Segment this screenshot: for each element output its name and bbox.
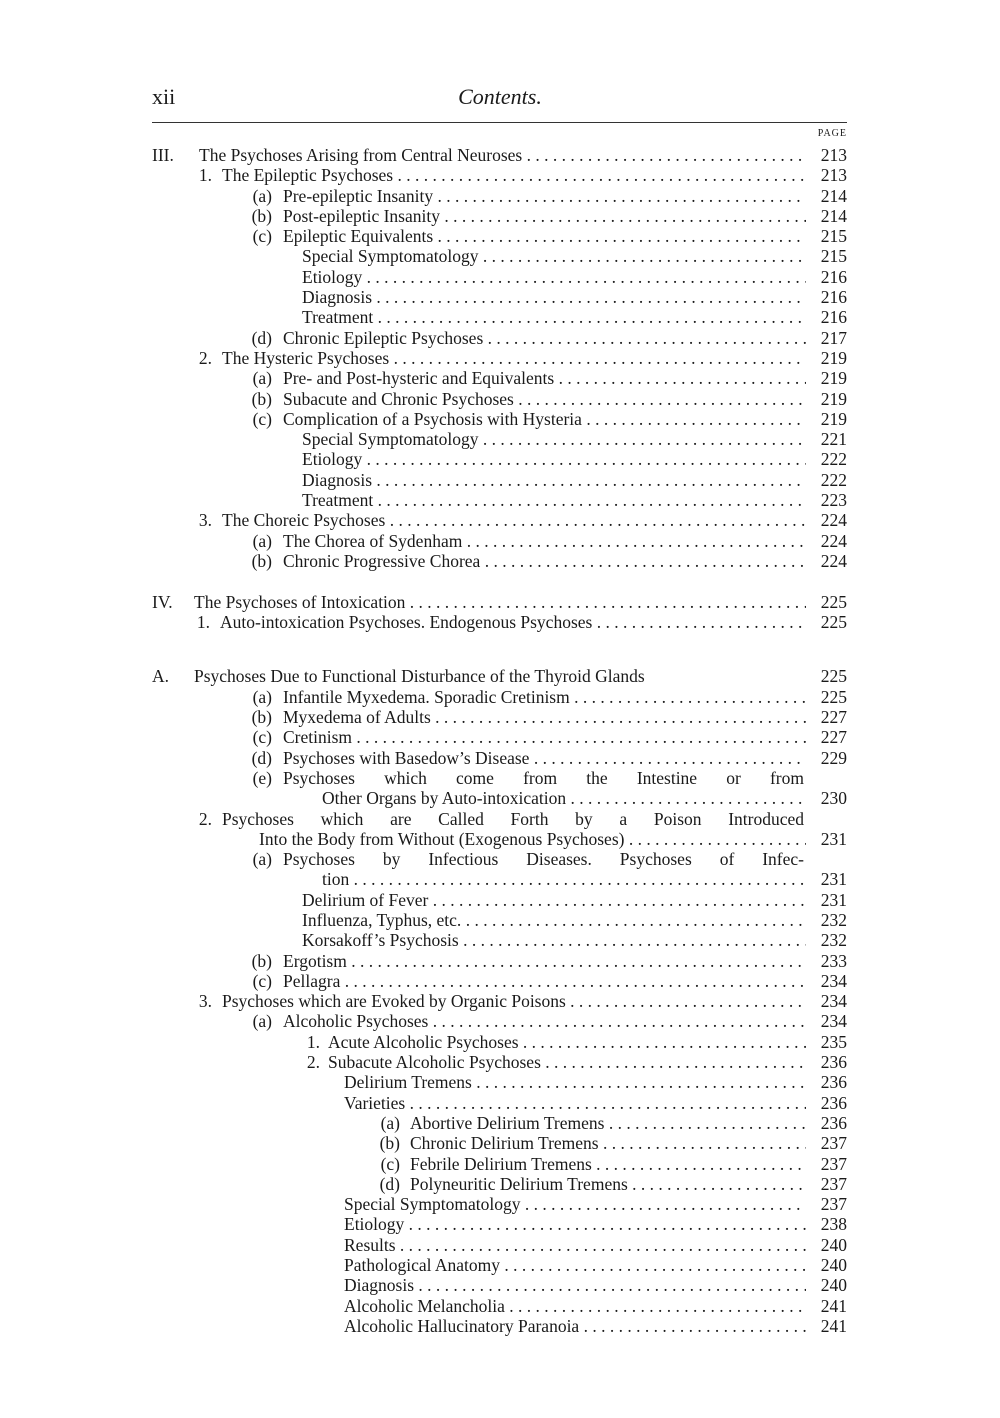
toc-entry: 1. Auto-intoxication Psychoses. Endogenous Psychoses . . . 225: [0, 612, 1000, 632]
toc-entry: (a) The Chorea of Sydenham . . . 224: [0, 531, 1000, 551]
header-rule: [152, 122, 847, 123]
toc-entry: Treatment . . . 223: [0, 490, 1000, 510]
toc-entry: (c) Epileptic Equivalents . . . 215: [0, 226, 1000, 246]
toc-entry: A. Psychoses Due to Functional Disturbance of the Thyroid Glands 225: [152, 666, 847, 687]
toc-entry: Pathological Anatomy . . . 240: [0, 1255, 1000, 1275]
toc-entry: Influenza, Typhus, etc. . . . 232: [0, 910, 1000, 930]
running-title: Contents.: [458, 84, 542, 109]
toc-entry: 1. Acute Alcoholic Psychoses . . . 235: [0, 1032, 1000, 1052]
toc-entry: 2. Psychoses which are Called Forth by a Poison Introduced: [198, 808, 804, 829]
toc-entry: 1. The Epileptic Psychoses . . . 213: [0, 165, 1000, 185]
toc-entry: Korsakoff’s Psychosis . . . 232: [0, 930, 1000, 950]
toc-entry: (b) Subacute and Chronic Psychoses . . . 219: [0, 389, 1000, 409]
toc-entry: Delirium of Fever . . . 231: [0, 890, 1000, 910]
toc-entry: Special Symptomatology . . . 215: [0, 246, 1000, 266]
toc-entry: (b) Chronic Progressive Chorea . . . 224: [0, 551, 1000, 571]
toc-entry: (c) Cretinism . . . 227: [0, 727, 1000, 747]
toc-entry: (a) Pre-epileptic Insanity . . . 214: [0, 186, 1000, 206]
toc-entry: (b) Myxedema of Adults . . . 227: [0, 707, 1000, 727]
toc-entry: III. The Psychoses Arising from Central Neuroses . . . 213: [0, 145, 1000, 165]
toc-entry: Delirium Tremens . . . 236: [0, 1072, 1000, 1092]
page-number: xii: [152, 84, 176, 109]
toc-entry: Diagnosis . . . 240: [0, 1275, 1000, 1295]
toc-entry: (e) Psychoses which come from the Intestine or from: [252, 767, 804, 788]
toc-entry: Etiology . . . 222: [0, 449, 1000, 469]
toc-entry: (a) Alcoholic Psychoses . . . 234: [0, 1011, 1000, 1031]
toc-entry: (b) Post-epileptic Insanity . . . 214: [0, 206, 1000, 226]
toc-entry: (d) Psychoses with Basedow’s Disease . . . 229: [0, 748, 1000, 768]
toc-entry: Results . . . 240: [0, 1235, 1000, 1255]
toc-entry: Special Symptomatology . . . 221: [0, 429, 1000, 449]
page-column-label: PAGE: [817, 128, 847, 139]
toc-entry: Into the Body from Without (Exogenous Psychoses) . . . 231: [0, 829, 1000, 849]
toc-entry: Special Symptomatology . . . 237: [0, 1194, 1000, 1214]
toc-entry: 2. Subacute Alcoholic Psychoses . . . 236: [0, 1052, 1000, 1072]
table-of-contents: [0, 145, 1000, 1336]
toc-entry: (a) Abortive Delirium Tremens . . . 236: [0, 1113, 1000, 1133]
toc-entry: (a) Psychoses by Infectious Diseases. Psychoses of Infec-: [252, 849, 804, 870]
toc-entry: IV. The Psychoses of Intoxication . . . 225: [0, 592, 1000, 612]
toc-entry: 2. The Hysteric Psychoses . . . 219: [0, 348, 1000, 368]
toc-entry: (b) Chronic Delirium Tremens . . . 237: [0, 1133, 1000, 1153]
toc-entry: Varieties . . . 236: [0, 1093, 1000, 1113]
toc-entry: tion . . . 231: [0, 869, 1000, 889]
toc-entry: Diagnosis . . . 216: [0, 287, 1000, 307]
toc-entry: 3. Psychoses which are Evoked by Organic Poisons . . . 234: [0, 991, 1000, 1011]
toc-entry: Diagnosis . . . 222: [0, 470, 1000, 490]
toc-entry: Alcoholic Hallucinatory Paranoia . . . 241: [0, 1316, 1000, 1336]
toc-entry: (c) Complication of a Psychosis with Hysteria . . . 219: [0, 409, 1000, 429]
toc-entry: Other Organs by Auto-intoxication . . . 230: [0, 788, 1000, 808]
toc-entry: (d) Polyneuritic Delirium Tremens . . . 237: [0, 1174, 1000, 1194]
toc-entry: 3. The Choreic Psychoses . . . 224: [0, 510, 1000, 530]
toc-entry: (b) Ergotism . . . 233: [0, 951, 1000, 971]
toc-entry: Etiology . . . 216: [0, 267, 1000, 287]
toc-entry: Treatment . . . 216: [0, 307, 1000, 327]
toc-entry: (d) Chronic Epileptic Psychoses . . . 217: [0, 328, 1000, 348]
toc-entry: (a) Pre- and Post-hysteric and Equivalents . . . 219: [0, 368, 1000, 388]
toc-entry: (c) Pellagra . . . 234: [0, 971, 1000, 991]
toc-entry: (c) Febrile Delirium Tremens . . . 237: [0, 1154, 1000, 1174]
toc-entry: Alcoholic Melancholia . . . 241: [0, 1296, 1000, 1316]
toc-entry: (a) Infantile Myxedema. Sporadic Cretinism . . . 225: [0, 687, 1000, 707]
toc-entry: Etiology . . . 238: [0, 1214, 1000, 1234]
